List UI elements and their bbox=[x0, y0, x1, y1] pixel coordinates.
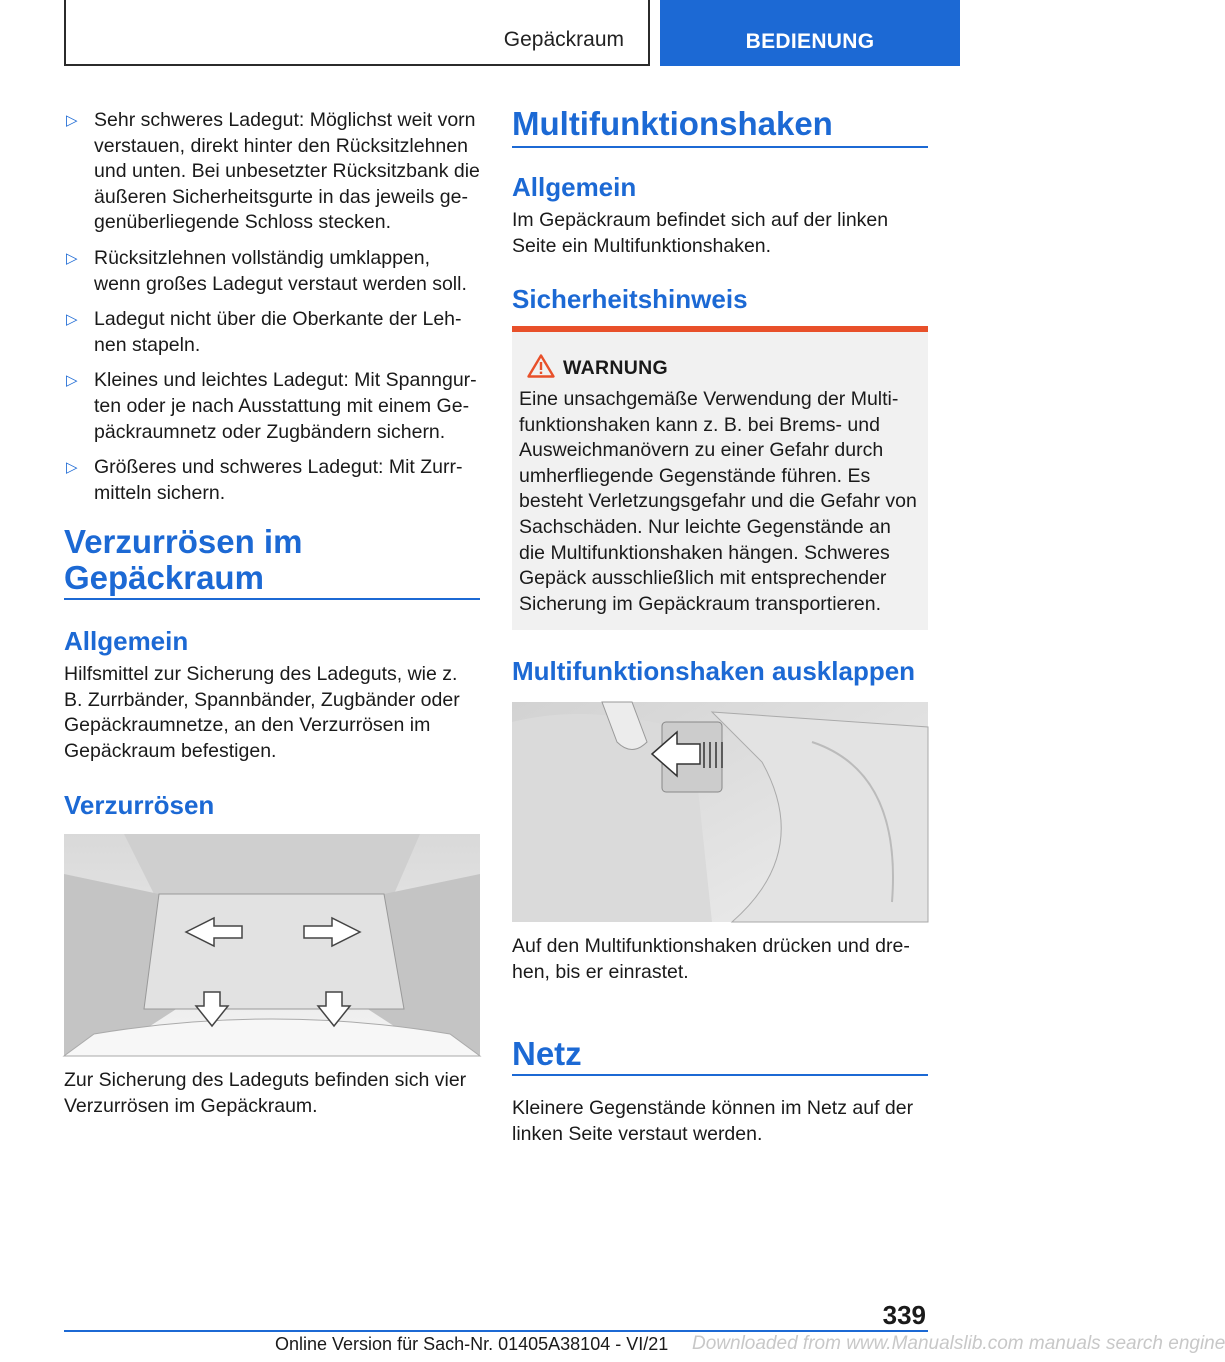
header-chapter-title: BEDIENUNG bbox=[745, 30, 875, 53]
list-item-text: Kleines und leichtes Ladegut: Mit Spanngurten oder je nach Ausstattung mit einem Gepäckraumnetz oder Zugbändern sichern. bbox=[94, 369, 477, 443]
header-section-box bbox=[64, 0, 650, 66]
watermark-text: Downloaded from www.Manualslib.com manuals search engine bbox=[692, 1333, 1225, 1354]
list-item bbox=[64, 108, 480, 236]
warning-text: Eine unsachgemäße Verwendung der Multifunktionshaken kann z. B. bei Brems- und Ausweichmanövern zu einer Gefahr durch umherfliegende Gegenstände führen. Es besteht Verletzungsgefahr und die Gefahr von Sachschäden. Nur leichte Gegenstände an die Multifunktionshaken hängen. Schweres Gepäck ausschließlich mit entsprechender Sicherung im Gepäckraum transportieren. bbox=[519, 388, 917, 615]
warning-triangle-icon bbox=[527, 354, 555, 383]
page-number: 339 bbox=[882, 1300, 926, 1330]
triangle-bullet-icon: ▷ bbox=[66, 311, 78, 329]
section-heading-verzurroesen: Verzurrösen im Gepäckraum bbox=[64, 523, 303, 596]
list-item bbox=[64, 246, 480, 297]
list-item bbox=[64, 368, 480, 445]
subheading-sicherheitshinweis: Sicherheitshinweis bbox=[512, 284, 748, 314]
list-item-text: Rücksitzlehnen vollständig umklappen, wenn großes Ladegut verstaut werden soll. bbox=[94, 246, 467, 295]
heading-rule bbox=[512, 146, 928, 148]
warning-title: WARNUNG bbox=[563, 357, 669, 379]
section-heading-netz: Netz bbox=[512, 1035, 582, 1072]
triangle-bullet-icon: ▷ bbox=[66, 112, 78, 129]
triangle-bullet-icon: ▷ bbox=[66, 459, 78, 477]
list-item-text: Ladegut nicht über die Oberkante der Lehnen stapeln. bbox=[94, 308, 462, 356]
warning-header bbox=[519, 354, 918, 383]
paragraph-netz: Kleinere Gegenstände können im Netz auf der linken Seite verstaut werden. bbox=[512, 1097, 914, 1145]
subheading-ausklappen: Multifunktionshaken ausklappen bbox=[512, 656, 916, 686]
list-item-text: Größeres und schweres Ladegut: Mit Zurrmitteln sichern. bbox=[94, 456, 463, 504]
subheading-allgemein: Allgemein bbox=[512, 172, 637, 202]
footer-online-version: Online Version für Sach-Nr. 01405A38104 - VI/21 bbox=[275, 1334, 669, 1354]
paragraph-allgemein: Im Gepäckraum befindet sich auf der linken Seite ein Multifunktionshaken. bbox=[512, 209, 889, 257]
list-item-text: Sehr schweres Ladegut: Möglichst weit vorn verstauen, direkt hinter den Rücksitzlehnen und unten. Bei unbesetzter Rücksitzbank die äußeren Sicherheitsgurte in das jeweils gegenüberliegende Schloss stecken. bbox=[94, 109, 480, 234]
footer-rule bbox=[64, 1330, 928, 1332]
cargo-bullet-list bbox=[64, 108, 480, 516]
section-heading-multifunktionshaken: Multifunktionshaken bbox=[512, 105, 833, 142]
multifunction-hook-image bbox=[512, 702, 928, 922]
triangle-bullet-icon: ▷ bbox=[66, 372, 78, 390]
caption-verzurroesen: Zur Sicherung des Ladeguts befinden sich vier Verzurrösen im Gepäckraum. bbox=[64, 1069, 467, 1117]
list-item bbox=[64, 455, 480, 506]
triangle-bullet-icon: ▷ bbox=[66, 249, 78, 267]
caption-ausklappen: Auf den Multifunktionshaken drücken und drehen, bis er einrastet. bbox=[512, 935, 910, 983]
list-item bbox=[64, 307, 480, 358]
paragraph-allgemein: Hilfsmittel zur Sicherung des Ladeguts, wie z. B. Zurrbänder, Spannbänder, Zugbänder oder Gepäckraumnetze, an den Verzurrösen im Gepäckraum befestigen. bbox=[64, 663, 460, 762]
subheading-verzurroesen: Verzurrösen bbox=[64, 790, 215, 820]
subheading-allgemein: Allgemein bbox=[64, 626, 189, 656]
header-section-title: Gepäckraum bbox=[503, 28, 624, 51]
trunk-lashing-eyes-image bbox=[64, 834, 480, 1056]
header-chapter-box bbox=[660, 0, 960, 66]
heading-rule bbox=[512, 1074, 928, 1076]
warning-box bbox=[512, 326, 928, 630]
heading-rule bbox=[64, 598, 480, 600]
